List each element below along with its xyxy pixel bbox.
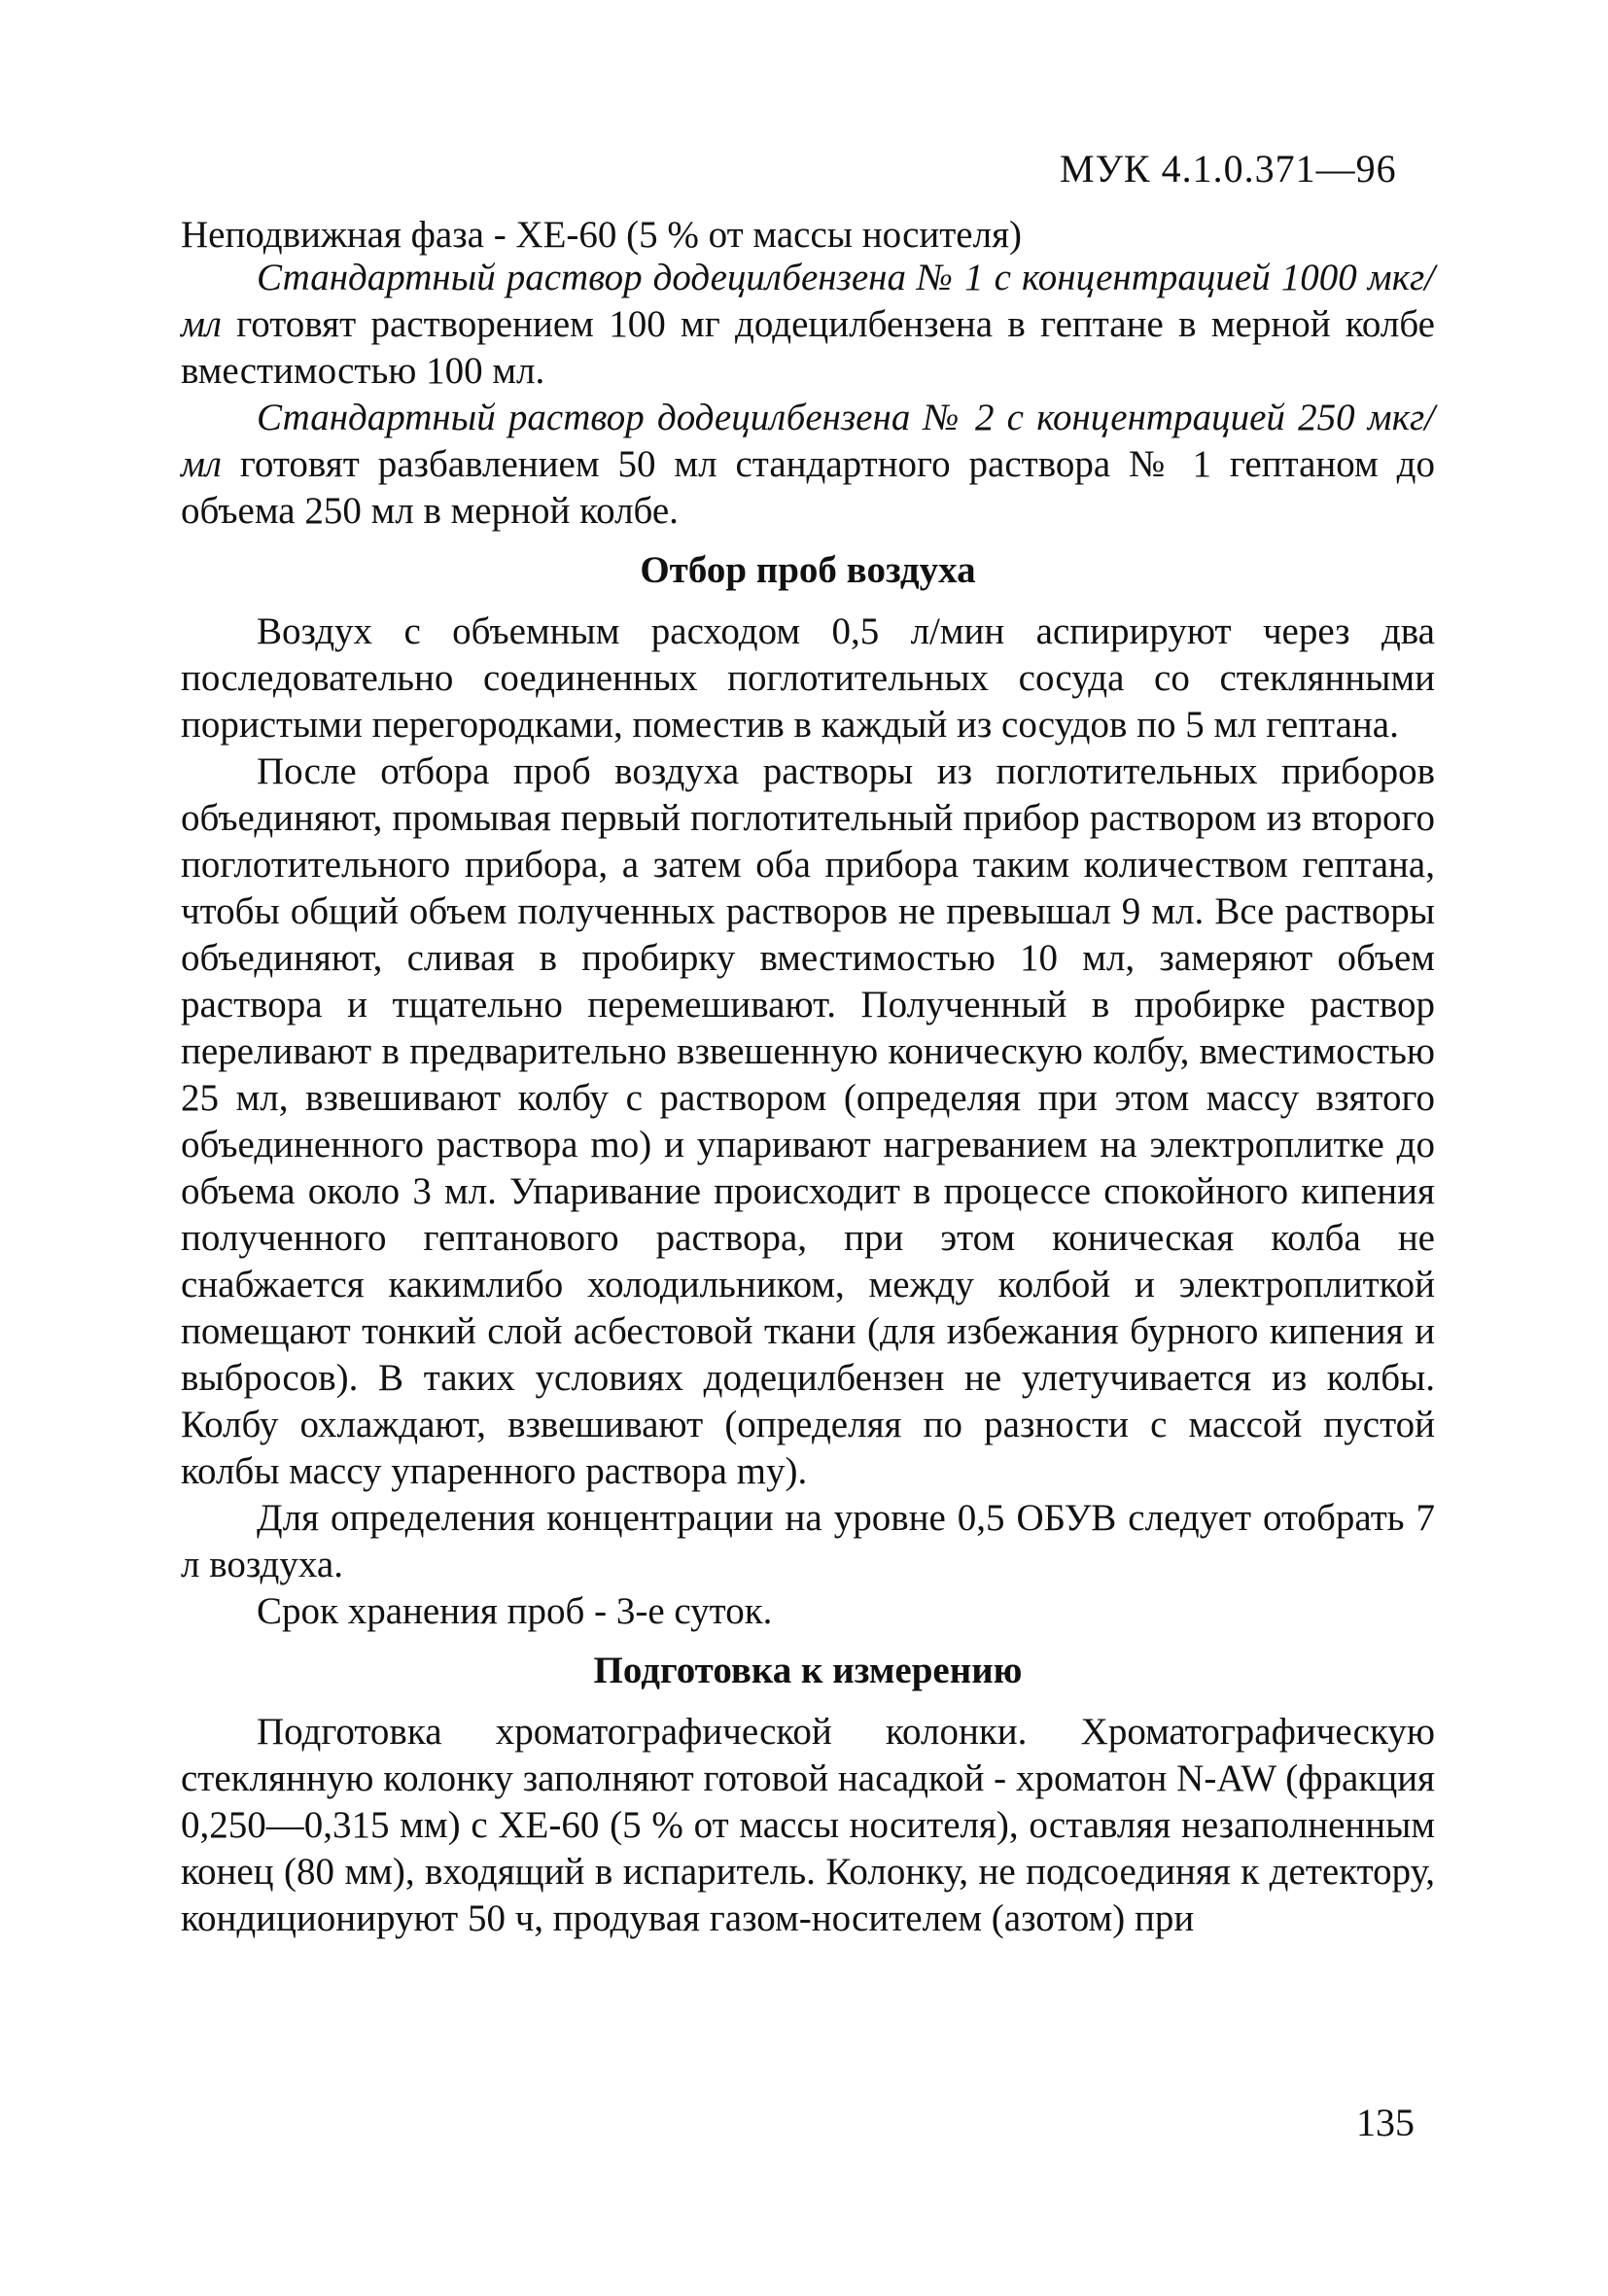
section-heading-measurement-prep: Подготовка к измерению [593, 1650, 1023, 1691]
standard-solution-2-title: Стандартный раствор додецилбензена № 2 с концентрацией 250 мкг/мл [181, 397, 1435, 485]
standard-solution-1 [181, 255, 1435, 395]
standard-solution-1-text: готовят растворением 100 мг додецилбензена в гептане в мерной колбе вместимостью 100 мл. [181, 303, 1435, 392]
standard-solution-2-text: готовят разбавлением 50 мл стандартного раствора № 1 гептаном до объема 250 мл в мерной колбе. [181, 443, 1435, 532]
page-number: 135 [1356, 2101, 1415, 2144]
document-code: МУК 4.1.0.371—96 [1060, 147, 1397, 191]
air-sampling-paragraph-4: Срок хранения проб - 3-е суток. [257, 1590, 773, 1632]
air-sampling-paragraph-2: После отбора проб воздуха растворы из поглотительных приборов объединяют, промывая первый поглотительный прибор раствором из второго поглотительного прибора, а затем оба прибора таким количеством гептана, чтобы общий объем полученных растворов не превышал 9 мл. Все растворы объединяют, сливая в пробирку вместимостью 10 мл, замеряют объем раствора и тщательно перемешивают. Полученный в пробирке раствор переливают в предварительно взвешенную коническую колбу, вместимостью 25 мл, взвешивают колбу с раствором (определяя при этом массу взятого объединенного раствора mo) и упаривают нагреванием на электроплитке до объема около 3 мл. Упаривание происходит в процессе спокойного кипения полученного гептанового раствора, при этом коническая колба не снабжается какимлибо холодильником, между колбой и электроплиткой помещают тонкий слой асбестовой ткани (для избежания бурного кипения и выбросов). В таких условиях додецилбензен не улетучивается из колбы. Колбу охлаждают, взвешивают (определяя по разности с массой пустой колбы массу упаренного раствора my). [181, 750, 1435, 1492]
air-sampling-paragraph-3: Для определения концентрации на уровне 0,5 ОБУВ следует отобрать 7 л воздуха. [181, 1497, 1435, 1585]
fixed-phase-line: Неподвижная фаза - ХЕ-60 (5 % от массы носителя) [181, 214, 1022, 256]
measurement-prep-paragraph-1: Подготовка хроматографической колонки. Хроматографическую стеклянную колонку заполняют готовой насадкой - хроматон N-AW (фракция 0,250—0,315 мм) с ХЕ-60 (5 % от массы носителя), оставляя незаполненным конец (80 мм), входящий в испаритель. Колонку, не подсоединяя к детектору, кондиционируют 50 ч, продувая газом-носителем (азотом) при [181, 1711, 1435, 1939]
air-sampling-paragraph-1: Воздух с объемным расходом 0,5 л/мин аспирируют через два последовательно соединенных поглотительных сосуда со стеклянными пористыми перегородками, поместив в каждый из сосудов по 5 мл гептана. [181, 610, 1435, 746]
page-content [181, 146, 1435, 1942]
standard-solution-1-title: Стандартный раствор додецилбензена № 1 с концентрацией 1000 мкг/мл [181, 257, 1435, 345]
standard-solution-2 [181, 395, 1435, 535]
section-heading-air-sampling: Отбор проб воздуха [640, 549, 976, 591]
